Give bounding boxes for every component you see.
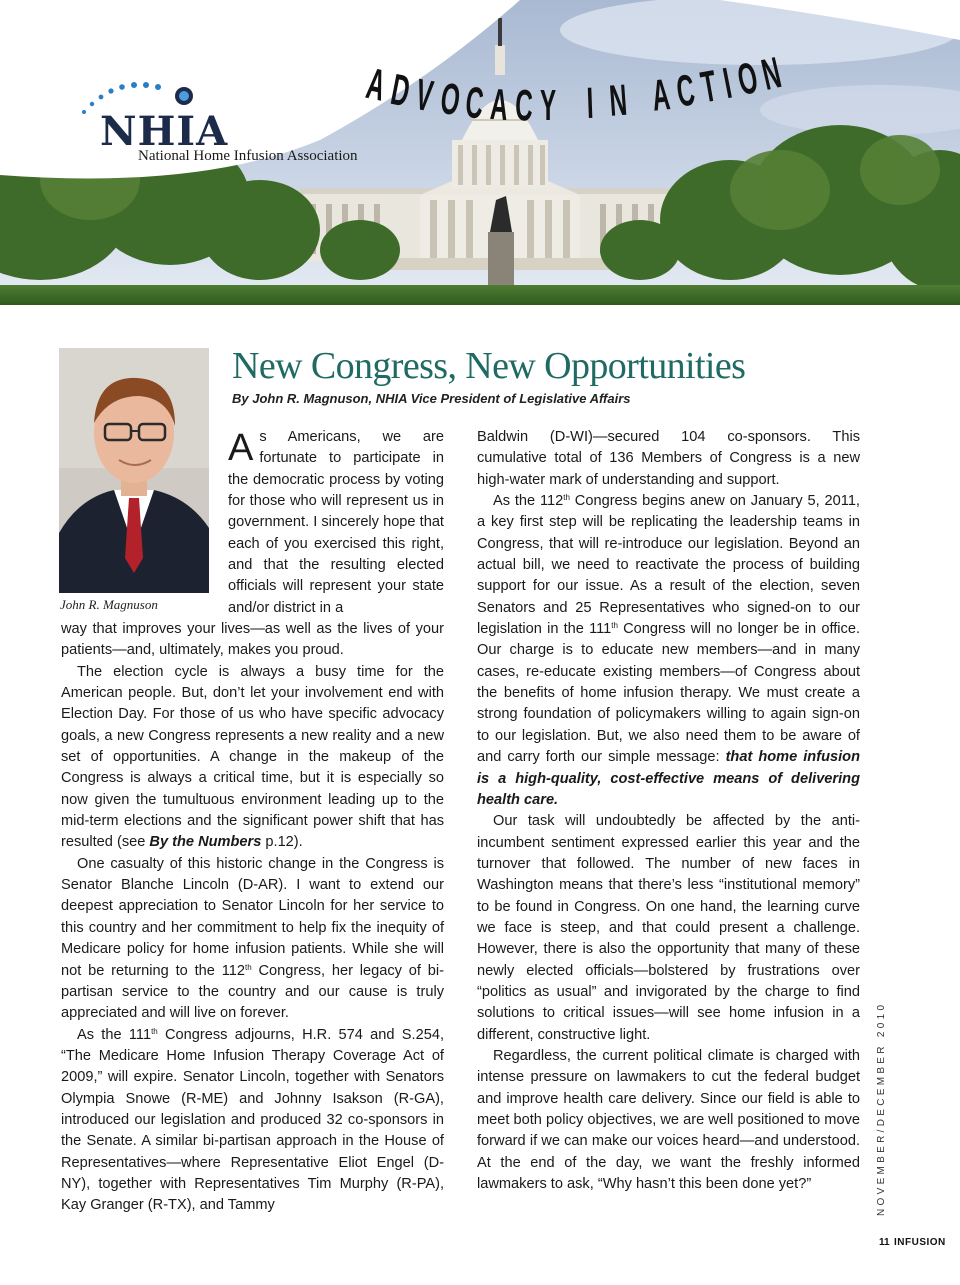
paragraph-text: Congress will no longer be in office. Our charge is to educate new members—and in many cases, re-educate existing members—of Congress about the benefits of home infusion therapy. We must create a strong foundation of policymakers willing to again sign-on to our legislation. But, we also need them to be aware of and carry forth our simple message: xyxy=(477,621,860,766)
ordinal-suffix: th xyxy=(245,962,252,972)
section-title-letter: I xyxy=(585,78,595,128)
nhia-logo: NHIA xyxy=(100,108,229,155)
section-title-letter: Y xyxy=(540,81,557,130)
paragraph xyxy=(61,854,444,1025)
key-message: that home infusion is a high-quality, cost-effective means of delivering health care. xyxy=(477,749,860,808)
section-title-letter: A xyxy=(649,70,673,121)
header-banner xyxy=(0,0,960,305)
paragraph xyxy=(61,619,444,662)
paragraph-text: Regardless, the current political climate is charged with intense pressure on lawmakers to cut the federal budget and improve health care delivery. Since our field is able to meet both policy objectives, we are well positioned to move forward if we can make our voices heard—and understood. At the end of the day, we want the freshly informed lawmakers to ask, “Why hasn’t this been done yet?” xyxy=(477,1047,860,1193)
section-title-letter: I xyxy=(719,58,736,109)
paragraph-text: The election cycle is always a busy time for the American people. But, don’t let your involvement end with Election Day. For those of us who have specific advocacy goals, a new Congress represents a new reality and a new set of opportunities. A change in the makeup of the Congress is always a critical time, but it is especially so now given the tumultuous environment leading up to the mid-term elections and the significant power shift that has resulted (see xyxy=(61,663,444,851)
section-title-letter: C xyxy=(514,81,534,131)
ordinal-suffix: th xyxy=(563,493,570,503)
section-title-letter: N xyxy=(757,48,786,100)
paragraph-text: p.12). xyxy=(261,834,303,851)
author-photo xyxy=(59,348,209,593)
paragraph-text: Baldwin (D-WI)—secured 104 co-sponsors. This cumulative total of 136 Members of Congress is a new high-water mark of understanding and support. xyxy=(477,429,860,488)
paragraph-text: As the 111 xyxy=(77,1026,152,1043)
paragraph xyxy=(61,1025,444,1217)
paragraph-text: One casualty of this historic change in the Congress is Senator Blanche Lincoln (D-AR). I want to extend our deepest appreciation to Senator Lincoln for her service to this country and her commitment to help fix the inequity of Medicare policy for home infusion patients. While she will not be returning to the 112 xyxy=(61,855,444,979)
ordinal-suffix: th xyxy=(611,621,618,631)
article-byline: By John R. Magnuson, NHIA Vice President of Legislative Affairs xyxy=(232,391,631,406)
paragraph-text: Congress adjourns, H.R. 574 and S.254, “The Medicare Home Infusion Therapy Coverage Act of 2009,” will expire. Senator Lincoln, together with Senators Olympia Snowe (R-ME) and Johnny Isakson (R-GA), introduced our legislation and produced 32 co-sponsors in the Senate. A similar bi-partisan approach in the House of Representatives—where Representative Eliot Engel (D-NY), together with Representatives Tim Murphy (R-PA), Kay Granger (R-TX), and Tammy xyxy=(61,1026,444,1214)
paragraph-text: Congress, her legacy of bi-partisan service to the country and our cause is truly appreciated and will live on forever. xyxy=(61,962,444,1022)
section-title-letter: O xyxy=(733,53,762,105)
paragraph-text: Our task will undoubtedly be affected by the anti-incumbent sentiment expressed earlier this year and the turnover that followed. The number of new faces in Washington means that there’s less “institutional memory” to be found in Congress. On one hand, the learning curve we face is steep, and that could present a challenge. However, there is also the opportunity that many of these newly elected officials—bolstered by frustrations over “politics as usual” and invigorated by the charge to find solutions to critical issues—will see home infusion in a different, constructive light. xyxy=(477,813,860,1043)
paragraph-text: s Americans, we are fortunate to participate in the democratic process by voting for those who will represent us in government. I sincerely hope that each of you exercised this right, and that the resulting elected officials will represent your state and/or district in a xyxy=(228,429,444,616)
section-title-letter: A xyxy=(362,59,390,111)
paragraph xyxy=(61,662,444,854)
paragraph-text: way that improves your lives—as well as the lives of your patients—and, ultimately, makes you proud. xyxy=(61,621,444,659)
issue-date: NOVEMBER/DECEMBER 2010 xyxy=(876,1001,887,1216)
paragraph-text: Congress begins anew on January 5, 2011, a key first step will be replicating the leadership teams in Congress, that will re-introduce our legislation. Beyond an actual bill, we need to reactivate the process of building support for our issue. As a result of the election, seven Senators and 25 Representatives who signed-on to our legislation in the 111 xyxy=(477,493,860,638)
paragraph xyxy=(477,491,860,811)
section-title-letter: T xyxy=(697,61,721,113)
section-title xyxy=(362,48,786,182)
by-the-numbers-reference: By the Numbers xyxy=(149,834,262,851)
section-title-letter: O xyxy=(437,74,464,126)
section-title-letter: V xyxy=(412,70,437,122)
page-number: 11 xyxy=(879,1237,890,1248)
ordinal-suffix: th xyxy=(151,1026,158,1036)
section-title-letter: C xyxy=(463,78,486,129)
right-column xyxy=(477,427,860,1195)
intro-paragraph xyxy=(228,427,444,619)
left-column xyxy=(61,619,444,1217)
drop-cap: A xyxy=(228,427,254,469)
paragraph-text: As the 112 xyxy=(493,493,564,510)
photo-caption: John R. Magnuson xyxy=(60,597,158,612)
section-title-letter: A xyxy=(488,80,510,131)
magazine-name: INFUSION xyxy=(894,1237,946,1248)
paragraph xyxy=(477,811,860,1046)
article-title: New Congress, New Opportunities xyxy=(232,345,746,387)
paragraph xyxy=(477,427,860,491)
section-title-letter: D xyxy=(387,65,414,117)
section-title-letter: N xyxy=(607,75,629,126)
section-title-letter: C xyxy=(673,65,698,117)
paragraph xyxy=(477,1046,860,1195)
association-name: National Home Infusion Association xyxy=(138,148,358,164)
